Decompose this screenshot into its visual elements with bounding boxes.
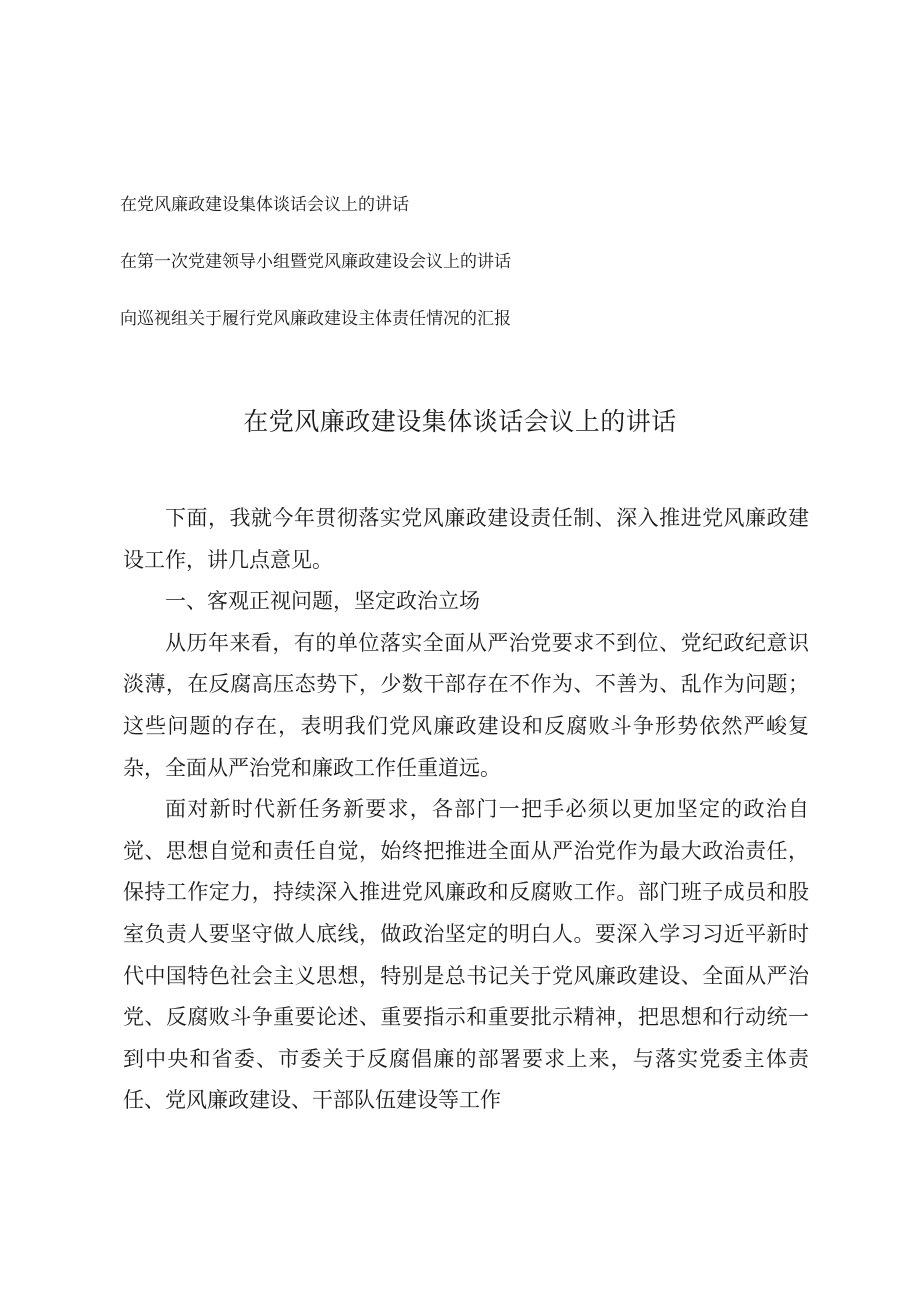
intro-paragraph: 下面，我就今年贯彻落实党风廉政建设责任制、深入推进党风廉政建设工作，讲几点意见。 xyxy=(123,506,809,572)
toc-item-2: 在第一次党建领导小组暨党风廉政建设会议上的讲话 xyxy=(120,252,511,272)
toc-item-3: 向巡视组关于履行党风廉政建设主体责任情况的汇报 xyxy=(120,309,511,329)
document-body xyxy=(123,498,809,1122)
table-of-contents xyxy=(120,193,820,364)
body-paragraph-1: 从历年来看，有的单位落实全面从严治党要求不到位、党纪政纪意识淡薄，在反腐高压态势下，少数干部存在不作为、不善为、乱作为问题；这些问题的存在，表明我们党风廉政建设和反腐败斗争形势依然严峻复杂，全面从严治党和廉政工作任重道远。 xyxy=(123,630,809,780)
body-paragraph-2: 面对新时代新任务新要求，各部门一把手必须以更加坚定的政治自觉、思想自觉和责任自觉，始终把推进全面从严治党作为最大政治责任，保持工作定力，持续深入推进党风廉政和反腐败工作。部门班子成员和股室负责人要坚守做人底线，做政治坚定的明白人。要深入学习习近平新时代中国特色社会主义思想，特别是总书记关于党风廉政建设、全面从严治党、反腐败斗争重要论述、重要指示和重要批示精神，把思想和行动统一到中央和省委、市委关于反腐倡廉的部署要求上来，与落实党委主体责任、党风廉政建设、干部队伍建设等工作 xyxy=(123,797,809,1113)
section-1-heading: 一、客观正视问题，坚定政治立场 xyxy=(165,589,480,614)
toc-item-1: 在党风廉政建设集体谈话会议上的讲话 xyxy=(120,195,409,215)
document-title: 在党风廉政建设集体谈话会议上的讲话 xyxy=(243,407,677,436)
